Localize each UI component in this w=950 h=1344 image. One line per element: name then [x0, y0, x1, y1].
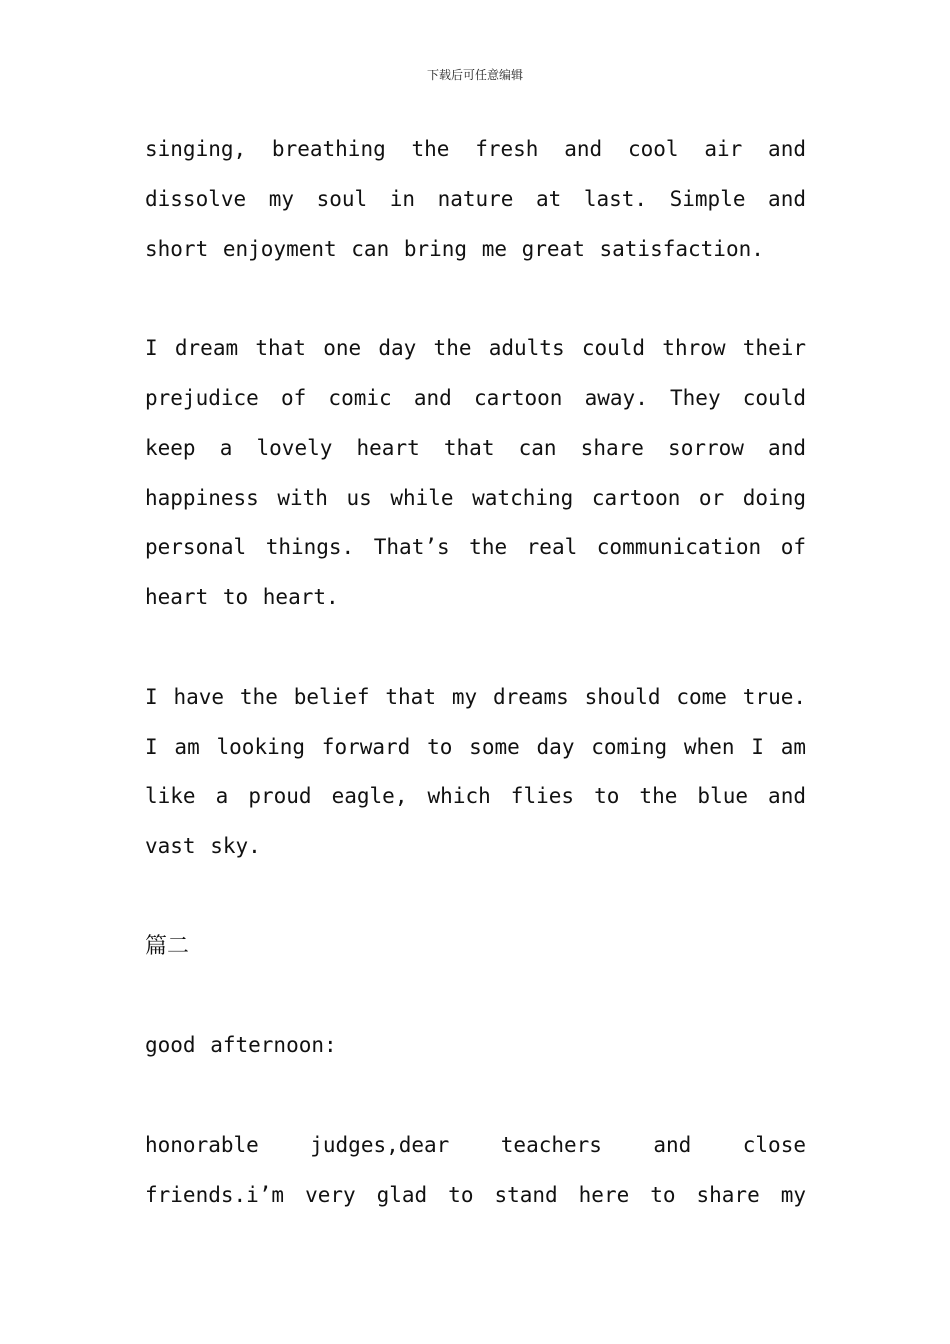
paragraph-1: singing, breathing the fresh and cool air and dissolve my soul in nature at last. Simple and short enjoyment can bring me great satisfaction.	[145, 137, 806, 261]
document-body	[145, 125, 806, 1270]
paragraph-3: I have the belief that my dreams should come true. I am looking forward to some day coming when I am like a proud eagle, which flies to the blue and vast sky.	[145, 684, 806, 859]
greeting-line: good afternoon:	[145, 1033, 337, 1058]
closing-paragraph: honorable judges,dear teachers and close friends.i’m very glad to stand here to share my	[145, 1132, 806, 1207]
paragraph-2: I dream that one day the adults could throw their prejudice of comic and cartoon away. They could keep a lovely heart that can share sorrow and happiness with us while watching cartoon or doing personal things. That’s the real communication of heart to heart.	[145, 336, 806, 610]
page-header-note: 下载后可任意编辑	[426, 68, 523, 82]
section-heading: 篇二	[145, 933, 190, 959]
